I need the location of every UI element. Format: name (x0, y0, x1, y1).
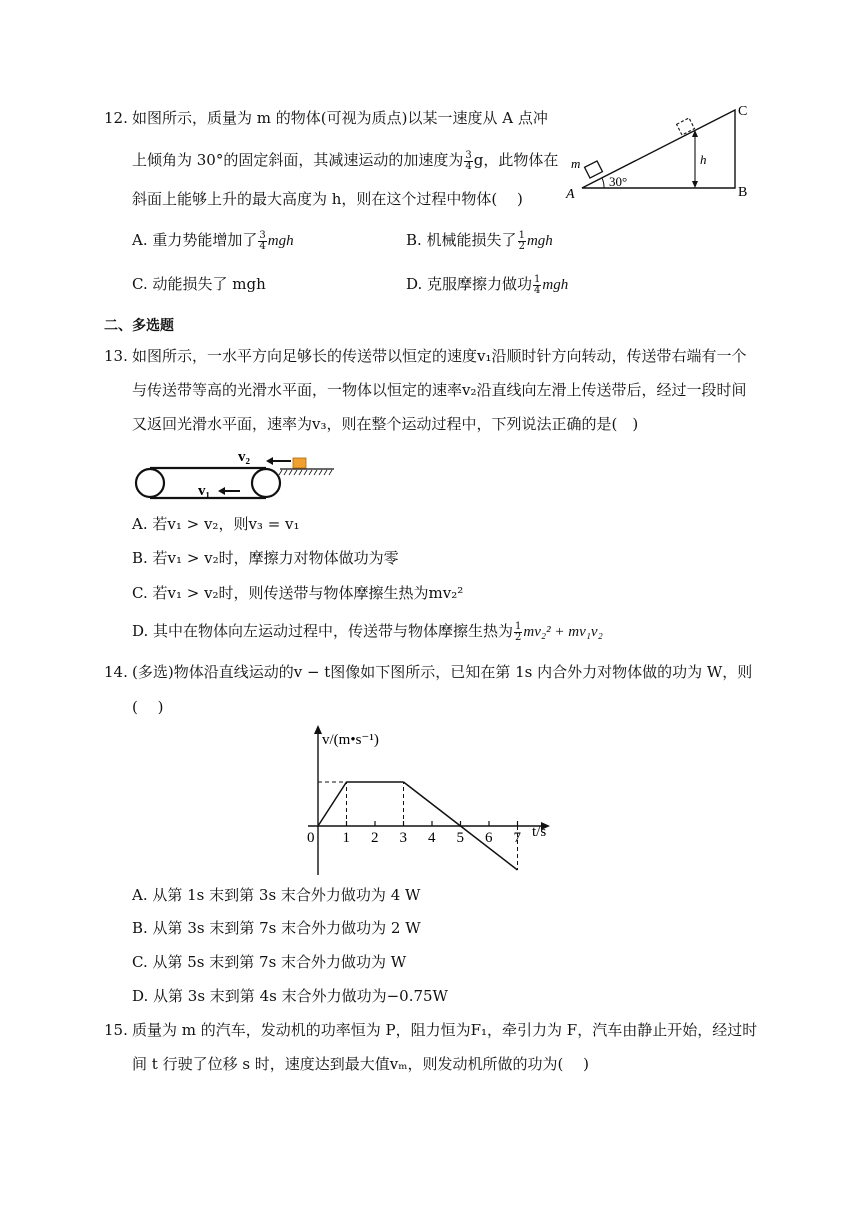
q13-line1: 如图所示，一水平方向足够长的传送带以恒定的速度v₁沿顺时针方向转动，传送带右端有一个 (132, 347, 747, 365)
x-tick-label: 7 (513, 830, 521, 846)
q12-line2 (132, 150, 558, 172)
x-tick-label: 6 (485, 830, 493, 846)
q13-line2: 与传送带等高的光滑水平面，一物体以恒定的速率v₂沿直线向左滑上传送带后，经过一段时间 (132, 381, 747, 399)
q12-opt-b-num: 1 (518, 229, 525, 241)
q12-line3: 斜面上能够上升的最大高度为 h，则在这个过程中物体( ) (132, 190, 523, 208)
q12-opt-d-text: D. 克服摩擦力做功 (406, 275, 533, 293)
q12-option-c: C. 动能损失了 mgh (132, 275, 266, 293)
q12-opt-a-frac (258, 231, 266, 252)
chart-xlabel: t/s (532, 824, 547, 840)
q12-opt-d-suffix: mgh (542, 277, 569, 293)
q12-incline-figure (560, 98, 760, 208)
q13-number: 13. (104, 347, 128, 365)
q13-line3: 又返回光滑水平面，速率为v₃，则在整个运动过程中，下列说法正确的是( ) (132, 415, 639, 433)
q12-opt-b-frac (518, 231, 526, 252)
x-tick-label: 4 (428, 830, 436, 846)
q12-option-d (406, 274, 568, 296)
left-roller (136, 469, 164, 497)
q12-opt-a-text: A. 重力势能增加了 (132, 231, 258, 249)
x-tick-label: 0 (307, 830, 315, 846)
label-v2: v₂ (238, 449, 250, 465)
label-v1: v₁ (198, 483, 210, 499)
q12-opt-a-den: 4 (259, 240, 266, 252)
q12-opt-a-num: 3 (259, 229, 266, 241)
q15-number: 15. (104, 1021, 128, 1039)
q14-option-b: B. 从第 3s 末到第 7s 末合外力做功为 2 W (132, 919, 421, 937)
x-tick-label: 3 (399, 830, 407, 846)
q12-opt-a-suffix: mgh (267, 233, 294, 249)
q14-vt-chart (300, 720, 570, 880)
x-tick-label: 5 (456, 830, 464, 846)
q12-opt-d-den: 4 (534, 284, 541, 296)
q12-opt-b-den: 2 (518, 240, 525, 252)
q12-accel-fraction (464, 151, 472, 172)
chart-ticks (307, 821, 522, 846)
label-B: B (738, 185, 748, 200)
q12-option-a (132, 230, 294, 252)
q13-opt-d-num: 1 (515, 620, 522, 632)
q12-opt-d-num: 1 (534, 273, 541, 285)
q12-opt-b-text: B. 机械能损失了 (406, 231, 517, 249)
label-angle: 30° (609, 174, 628, 189)
q13-opt-d-den: 2 (515, 631, 522, 643)
q14-option-d: D. 从第 3s 末到第 4s 末合外力做功为−0.75W (132, 987, 448, 1005)
right-roller (252, 469, 280, 497)
label-A: A (566, 187, 575, 202)
series-segment (404, 782, 461, 826)
q13-conveyor-figure (130, 446, 340, 506)
y-axis-arrow (314, 725, 322, 734)
q14-line2: ( ) (132, 698, 164, 716)
q12-opt-d-frac (533, 275, 541, 296)
q15-line2: 间 t 行驶了位移 s 时，速度达到最大值vₘ，则发动机所做的功为( ) (132, 1055, 589, 1073)
label-C: C (738, 104, 748, 119)
q13-option-b: B. 若v₁ > v₂时，摩擦力对物体做功为零 (132, 549, 399, 567)
q13-option-c: C. 若v₁ > v₂时，则传送带与物体摩擦生热为mv₂² (132, 584, 464, 602)
q13-opt-d-text: D. 其中在物体向左运动过程中，传送带与物体摩擦生热为 (132, 622, 514, 640)
q12-frac-num: 3 (465, 149, 472, 161)
q14-option-a: A. 从第 1s 末到第 3s 末合外力做功为 4 W (132, 886, 421, 904)
q12-opt-b-suffix: mgh (526, 233, 553, 249)
x-tick-label: 2 (371, 830, 379, 846)
q14-option-c: C. 从第 5s 末到第 7s 末合外力做功为 W (132, 953, 407, 971)
q14-line1: (多选)物体沿直线运动的v − t图像如下图所示，已知在第 1s 内合外力对物体做的功为 W，则 (132, 663, 753, 681)
q13-opt-d-frac (514, 622, 522, 643)
q12-option-b (406, 230, 553, 252)
series-segment (318, 782, 347, 826)
q15-line1: 质量为 m 的汽车，发动机的功率恒为 P，阻力恒为F₁，牵引力为 F，汽车由静止开始，经过时 (132, 1021, 758, 1039)
q12-line1: 如图所示，质量为 m 的物体(可视为质点)以某一速度从 A 点冲 (132, 109, 548, 127)
label-m: m (571, 156, 581, 171)
chart-ylabel: v/(m•s⁻¹) (322, 732, 379, 748)
block-icon (293, 458, 306, 468)
incline-triangle (582, 110, 735, 188)
q13-option-d (132, 621, 603, 643)
section-title: 二、多选题 (104, 318, 174, 334)
q12-frac-den: 4 (465, 160, 472, 172)
q13-option-a: A. 若v₁ > v₂，则v₃ = v₁ (132, 515, 300, 533)
q12-number: 12. (104, 109, 128, 127)
q12-line2-text-a: 上倾角为 30°的固定斜面，其减速运动的加速度为 (132, 151, 464, 169)
x-tick-label: 1 (342, 830, 350, 846)
q12-line2-text-b: g，此物体在 (473, 151, 559, 169)
block-m (585, 161, 603, 178)
q14-number: 14. (104, 663, 128, 681)
label-h: h (700, 152, 707, 167)
q13-opt-d-suffix: mv₂² + mv₁v₂ (523, 624, 603, 640)
